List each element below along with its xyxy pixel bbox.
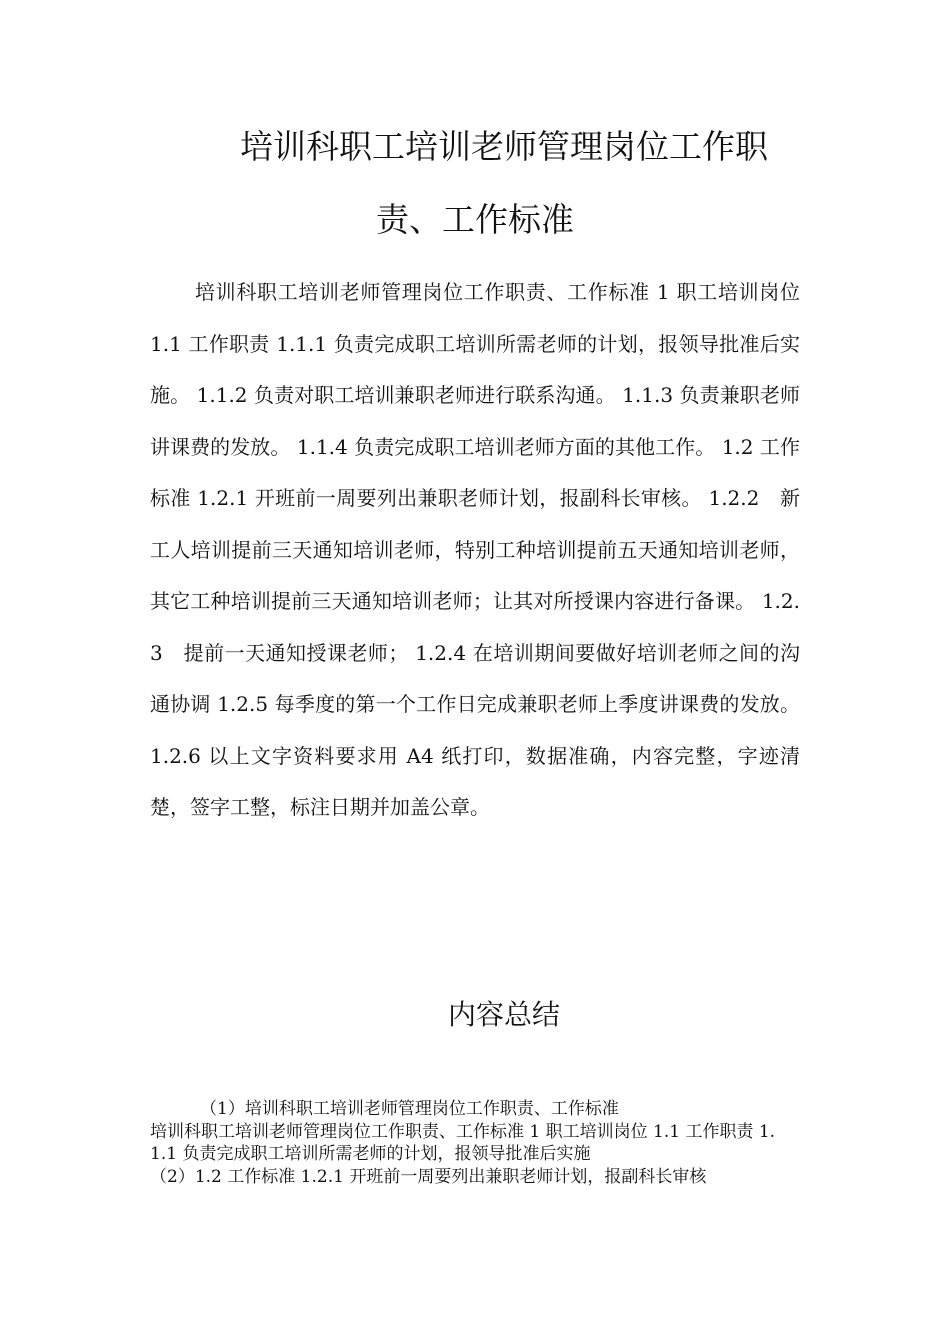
summary-item-1: （1）培训科职工培训老师管理岗位工作职责、工作标准 xyxy=(200,1099,619,1119)
summary-section xyxy=(150,1098,785,1188)
document-body-paragraph: 培训科职工培训老师管理岗位工作职责、工作标准 1 职工培训岗位 1.1 工作职责 1.1.1 负责完成职工培训所需老师的计划，报领导批准后实施。 1.1.2 负责对职工培训兼职老师进行联系沟通。 1.1.3 负责兼职老师讲课费的发放。 1.1.4 负责完成职工培训老师方面的其他工作。 1.2 工作标准 1.2.1 开班前一周要列出兼职老师计划，报副科长审核。 1.2.2 新工人培训提前三天通知培训老师，特别工种培训提前五天通知培训老师，其它工种培训提前三天通知培训老师；让其对所授课内容进行备课。 1.2.3 提前一天通知授课老师； 1.2.4 在培训期间要做好培训老师之间的沟通协调 1.2.5 每季度的第一个工作日完成兼职老师上季度讲课费的发放。 1.2.6 以上文字资料要求用 A4 纸打印，数据准确，内容完整，字迹清楚，签字工整，标注日期并加盖公章。 xyxy=(150,280,800,819)
document-title-line-1: 培训科职工培训老师管理岗位工作职 xyxy=(240,127,768,166)
document-title-line-2: 责、工作标准 xyxy=(376,200,574,239)
summary-item-2: （2）1.2 工作标准 1.2.1 开班前一周要列出兼职老师计划，报副科长审核 xyxy=(150,1166,707,1187)
summary-item-1-detail: 培训科职工培训老师管理岗位工作职责、工作标准 1 职工培训岗位 1.1 工作职责 1.1.1 负责完成职工培训所需老师的计划，报领导批准后实施 xyxy=(150,1121,776,1164)
summary-heading: 内容总结 xyxy=(448,998,561,1031)
